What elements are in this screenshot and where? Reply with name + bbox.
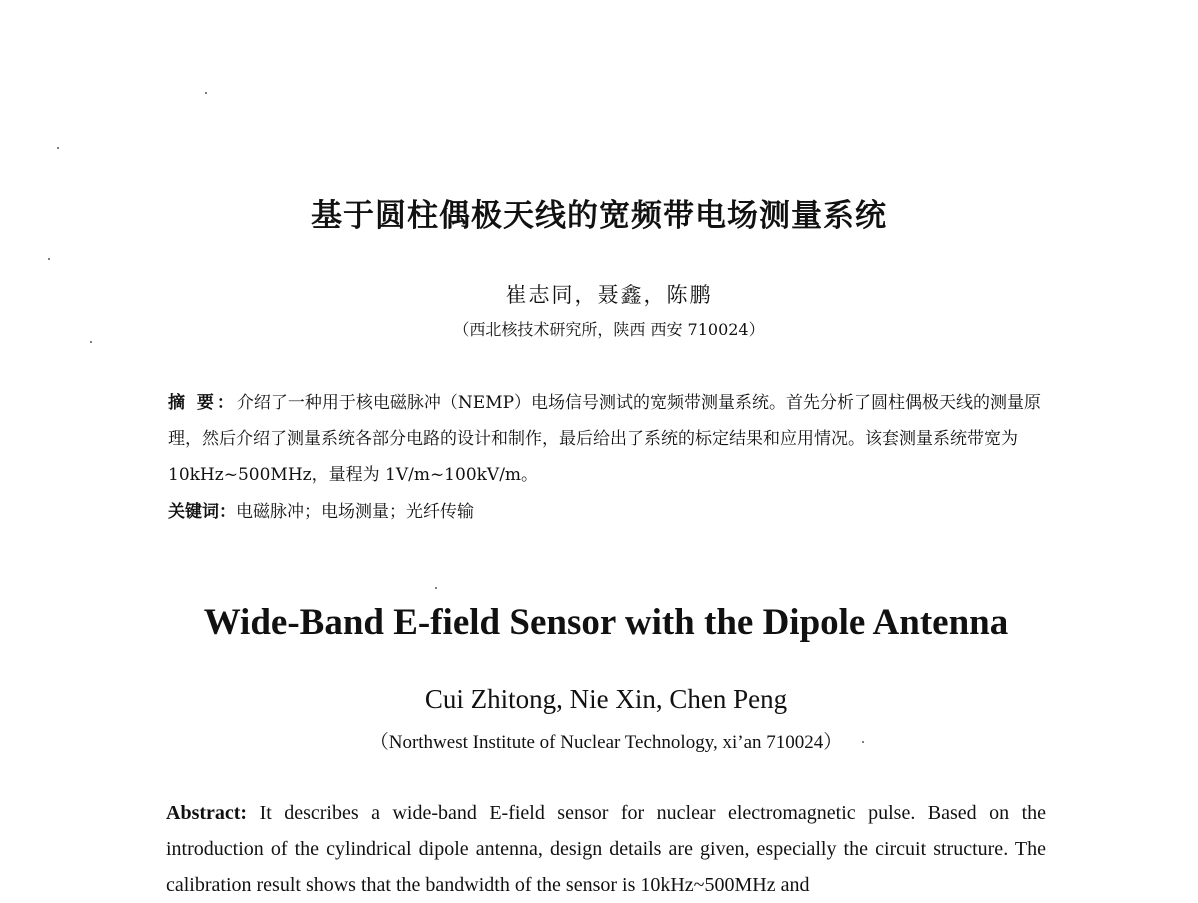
chinese-abstract-text: 介绍了一种用于核电磁脉冲（NEMP）电场信号测试的宽频带测量系统。首先分析了圆柱偶极天线的测量原理，然后介绍了测量系统各部分电路的设计和制作，最后给出了系统的标定结果和应用情况。该套测量系统带宽为 10kHz~500MHz，量程为 1V/m~100kV/m。 (168, 393, 1042, 485)
scan-speck (48, 258, 50, 260)
scan-speck (862, 741, 864, 743)
chinese-affiliation: （西北核技术研究所，陕西 西安 710024） (453, 320, 765, 339)
scan-speck (90, 341, 92, 343)
english-abstract-text: It describes a wide-band E-field sensor for nuclear electromagnetic pulse. Based on the introduction of the cylindrical dipole antenna, design details are given, especially the circuit structure. The calibration result shows that the bandwidth of the sensor is 10kHz~500MHz and (166, 802, 1047, 896)
chinese-title: 基于圆柱偶极天线的宽频带电场测量系统 (311, 198, 887, 234)
english-abstract (166, 795, 1046, 903)
chinese-keywords-text: 电磁脉冲；电场测量；光纤传输 (236, 502, 474, 522)
scan-speck (435, 587, 437, 589)
scan-speck (57, 147, 59, 149)
english-abstract-label: Abstract: (166, 802, 248, 824)
english-affiliation: （Northwest Institute of Nuclear Technology, xi’an 710024） (369, 732, 843, 753)
scan-speck (205, 92, 207, 94)
english-authors: Cui Zhitong, Nie Xin, Chen Peng (424, 684, 788, 714)
chinese-keywords (168, 497, 474, 522)
chinese-authors: 崔志同，聂鑫，陈鹏 (505, 283, 713, 307)
chinese-keywords-label: 关键词： (168, 502, 236, 522)
chinese-abstract (168, 385, 1058, 493)
english-title: Wide-Band E-field Sensor with the Dipole Antenna (203, 602, 1009, 643)
chinese-abstract-label: 摘 要： (168, 393, 237, 413)
